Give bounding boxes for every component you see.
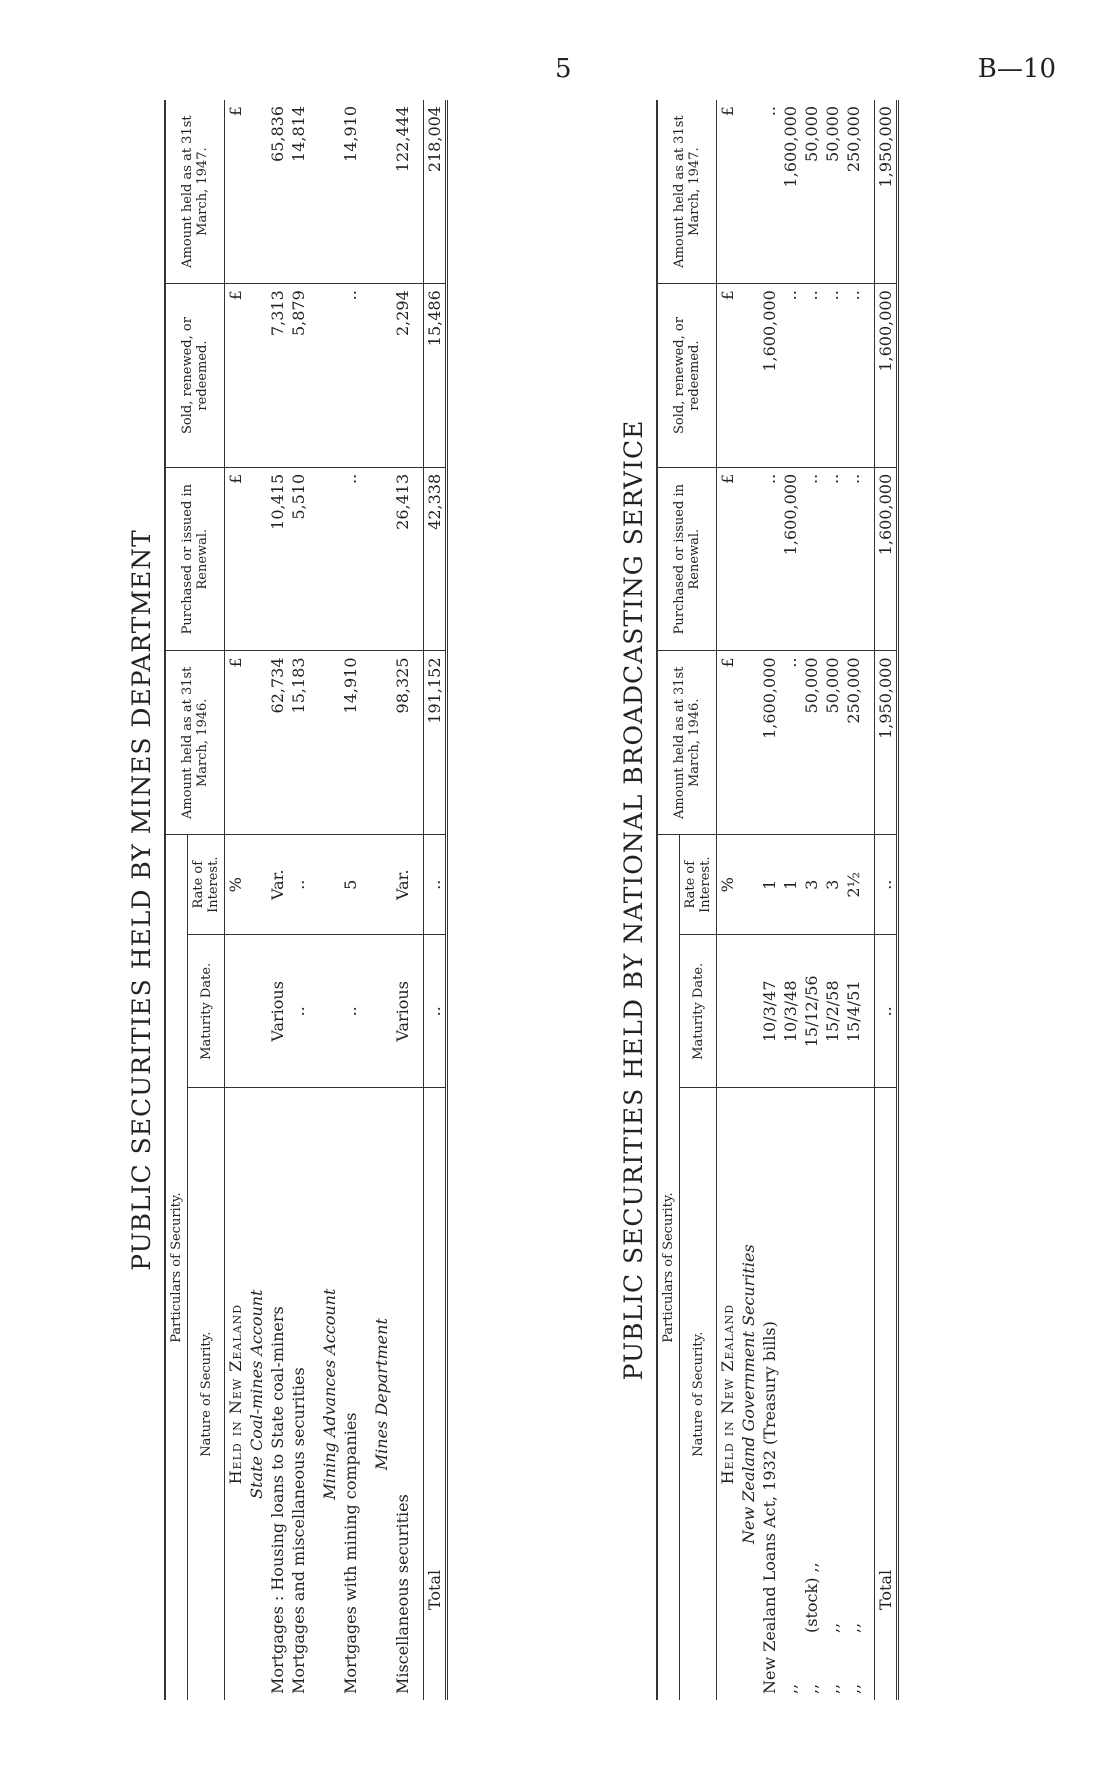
purchased-header: Purchased or issued in Renewal. [165,467,225,651]
held-1946-header: Amount held as at 31st March, 1946. [657,651,717,835]
rate-header: Rate of Interest. [188,835,225,935]
maturity-header: Maturity Date. [188,935,225,1088]
sold-header: Sold, renewed, or redeemed. [657,284,717,468]
particulars-header: Particulars of Security. [657,835,680,1700]
broadcasting-securities-table [656,100,899,1700]
rate-header: Rate of Interest. [680,835,717,935]
held-in-nz-heading: Held in New Zealand [226,1303,245,1485]
maturity-header: Maturity Date. [680,935,717,1088]
held-1947-header: Amount held as at 31st March, 1947. [165,100,225,284]
nature-header: Nature of Security. [680,1088,717,1700]
table-row: Miscellaneous securities Various Var. 98,325 26,413 2,294 122,444 [392,100,413,1700]
mines-department-section [120,100,448,1700]
held-in-nz-heading: Held in New Zealand [718,1303,737,1485]
section-heading-row: New Zealand Government Securities [738,100,759,1700]
table2-title: PUBLIC SECURITIES HELD BY NATIONAL BROADCASTING SERVICE [619,419,648,1381]
total-row: Total .. .. 191,152 42,338 15,486 218,004 [424,100,447,1700]
broadcasting-service-section [612,100,899,1700]
units-row: Held in New Zealand % £ £ £ £ [717,100,739,1700]
held-1946-header: Amount held as at 31st March, 1946. [165,651,225,835]
table-row: ,, ,, 15/4/51 2½ 250,000 .. .. 250,000 [843,100,864,1700]
document-code: B—10 [977,54,1056,84]
table-row: Mortgages : Housing loans to State coal-miners Various Var. 62,734 10,415 7,313 65,836 [267,100,288,1700]
units-row: Held in New Zealand % £ £ £ £ [225,100,247,1700]
page-number: 5 [555,54,572,84]
table-row: Mortgages and miscellaneous securities .. .. 15,183 5,510 5,879 14,814 [288,100,309,1700]
table-row: ,, (stock) ,, 15/12/56 3 50,000 .. .. 50,000 [801,100,822,1700]
sold-header: Sold, renewed, or redeemed. [165,284,225,468]
table-row: New Zealand Loans Act, 1932 (Treasury bills) 10/3/47 1 1,600,000 .. 1,600,000 .. [759,100,780,1700]
table1-title: PUBLIC SECURITIES HELD BY MINES DEPARTMENT [127,529,156,1271]
particulars-header: Particulars of Security. [165,835,188,1700]
table-row: Mortgages with mining companies .. 5 14,910 .. .. 14,910 [340,100,361,1700]
table-row: ,, 10/3/48 1 .. 1,600,000 .. 1,600,000 [780,100,801,1700]
section-heading-row: State Coal-mines Account [246,100,267,1700]
table-row: ,, ,, 15/2/58 3 50,000 .. .. 50,000 [822,100,843,1700]
section-heading-row: Mines Department [371,100,392,1700]
nature-header: Nature of Security. [188,1088,225,1700]
mines-securities-table [164,100,448,1700]
purchased-header: Purchased or issued in Renewal. [657,467,717,651]
total-row: Total .. .. 1,950,000 1,600,000 1,600,000 1,950,000 [875,100,898,1700]
held-1947-header: Amount held as at 31st March, 1947. [657,100,717,284]
section-heading-row: Mining Advances Account [319,100,340,1700]
